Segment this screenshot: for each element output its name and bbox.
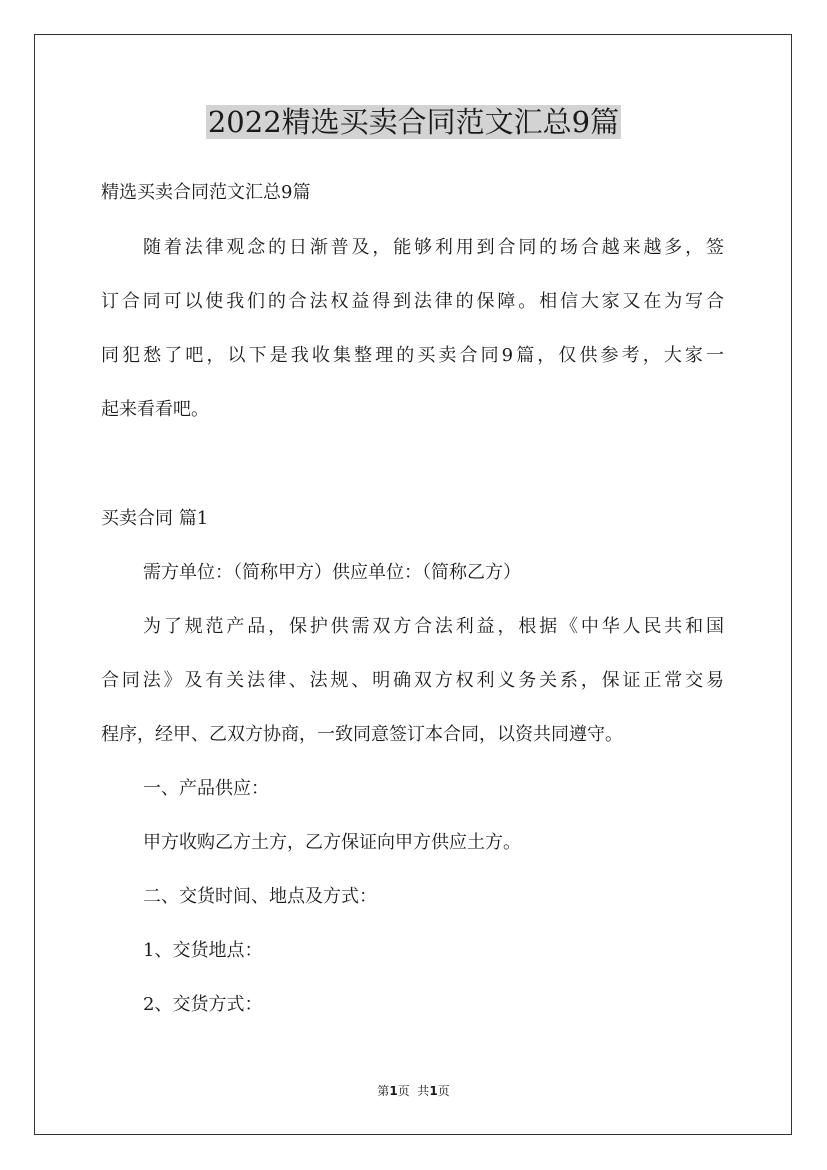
purpose-line-2: 合同法》及有关法律、法规、明确双方权利义务关系，保证正常交易 (101, 670, 724, 691)
parties-line: 需方单位：（简称甲方）供应单位：（简称乙方） (143, 562, 521, 583)
clause-1-text: 甲方收购乙方土方，乙方保证向甲方供应土方。 (143, 832, 521, 853)
clause-2-heading: 二、交货时间、地点及方式： (143, 886, 377, 907)
document-subtitle: 精选买卖合同范文汇总9篇 (101, 182, 311, 203)
footer-page-prefix: 第 (377, 1084, 390, 1098)
footer-page-total: 1 (429, 1084, 438, 1098)
clause-2-item-1: 1、交货地点： (143, 940, 263, 961)
document-title-text: 2022精选买卖合同范文汇总9篇 (207, 105, 620, 139)
intro-line-2: 订合同可以使我们的合法权益得到法律的保障。相信大家又在为写合 (101, 291, 724, 312)
footer-page-mid: 页 共 (397, 1084, 430, 1098)
footer-page-suffix: 页 (437, 1084, 450, 1098)
intro-line-1: 随着法律观念的日渐普及，能够利用到合同的场合越来越多，签 (143, 237, 724, 258)
section-heading: 买卖合同 篇1 (101, 508, 209, 529)
purpose-line-1: 为了规范产品，保护供需双方合法利益，根据《中华人民共和国 (143, 616, 724, 637)
clause-2-item-2: 2、交货方式： (143, 994, 263, 1015)
document-title (0, 100, 827, 144)
clause-1-heading: 一、产品供应： (143, 778, 269, 799)
page-footer (0, 1082, 827, 1100)
intro-line-3: 同犯愁了吧，以下是我收集整理的买卖合同9篇，仅供参考，大家一 (101, 345, 724, 366)
intro-line-4: 起来看看吧。 (101, 399, 209, 420)
footer-page-current: 1 (389, 1084, 398, 1098)
purpose-line-3: 程序，经甲、乙双方协商，一致同意签订本合同，以资共同遵守。 (101, 724, 623, 745)
